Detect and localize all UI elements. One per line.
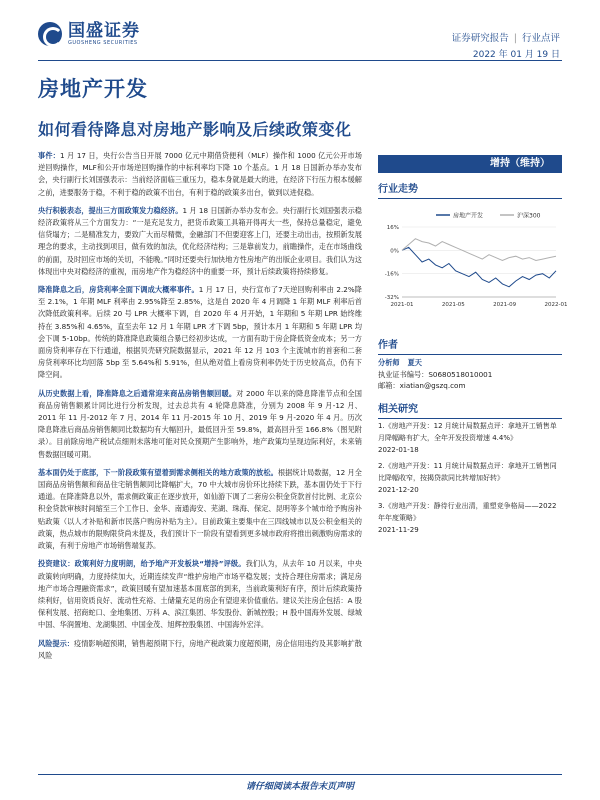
x-tick-label: 2021-09 xyxy=(493,302,517,308)
body-paragraph xyxy=(38,388,362,461)
body-paragraph xyxy=(38,638,362,662)
paragraph-text: 我们认为，从去年 10 月以来，中央政策转向明确，力度持续加大，近期连续发声“维护房地产市场平稳发展；支持合理住房需求；满足房地产市场合理融资需求”，政策回暖有望加速基本面底部的到来，当前政策利好有序，预计后续政策持续利好，信用资质良好、流动性充裕、土储量充足的房企有望迎来价值重估。建议关注房企包括：A 股保利发展、招商蛇口、金地集团、万科 A、滨江集团、华发股份、新城控股；H 股中国海外发展、绿城中国、华润置地、龙湖集团、中国金茂、旭辉控股集团、中国海外宏洋。 xyxy=(38,559,362,630)
paragraph-lead: 从历史数据上看，降准降息之后通常迎来商品房销售额回暖。 xyxy=(38,388,237,398)
trend-chart-svg xyxy=(378,205,568,315)
y-tick-label: 0% xyxy=(390,248,399,255)
y-tick-label: -32% xyxy=(384,295,399,301)
legend-label: 房地产开发 xyxy=(453,212,484,220)
paragraph-text: 根据统计局数据，12 月全国商品房销售额和商品住宅销售额同比降幅扩大，70 中大城市房价环比持续下跌，基本面仍处于下行通道。在降准降息以外，需求侧政策正在逐步放开，如仙游下调了二套房公积金贷款首付比例、北京公积金贷款审核时间缩至三个工作日、金华、南通海安、芜湖、珠海、保定、昆明等多个城市给予购房补贴政策（以人才补贴和新市民落户购房补贴为主）。目前政策主要集中在三四线城市以及公积金相关的政策，热点城市的限购限贷尚未提及，我们预计下一阶段有望看到更多城市政府将推出刺激购房需求的政策，有利于房地产市场销售端复苏。 xyxy=(38,467,362,551)
paragraph-lead: 央行积极表态，提出三方面政策发力稳经济。 xyxy=(38,205,183,215)
report-title: 如何看待降息对房地产影响及后续政策变化 xyxy=(38,120,352,139)
related-heading: 相关研究 xyxy=(378,400,562,419)
analyst-block xyxy=(378,357,562,392)
paragraph-text: 对 2000 年以来的降息降准节点和全国商品房销售额累计同比进行分析发现，过去总共有 4 轮降息降准，分别为 2008 年 9 月-12 月、2011 年 11 月-2012 年 7 月、2014 年 11 月-2015 年 10 月、2019 年 9 月-2020 年 4 月。历次降息降准后商品房销售额同比数据均有大幅回升，最低回升至 59.8%，最高回升至 166.8%（图见附录）。目前除房地产税试点细则未落地可能对民众预期产生影响外，地产政策均呈现边际利好，未来销售数据回暖可期。 xyxy=(38,388,362,459)
series-line xyxy=(402,239,556,261)
company-logo xyxy=(38,22,140,46)
header-divider xyxy=(38,60,562,61)
report-date: 2022 年 01 月 19 日 xyxy=(472,50,560,60)
body-paragraph xyxy=(38,205,362,278)
industry-title: 房地产开发 xyxy=(38,77,148,101)
report-type: 证券研究报告 | 行业点评 xyxy=(451,33,560,44)
report-type-main: 证券研究报告 xyxy=(451,33,509,44)
rating-badge: 增持（维持） xyxy=(378,155,562,173)
paragraph-text: 1 月 17 日，央行公告当日开展 7000 亿元中期借贷便利（MLF）操作和 1000 亿元公开市场逆回购操作，MLF和公开市场逆回购操作的中标利率均下降 10 个基点。1 月 18 日国新办举办发布会，央行副行长刘国强表示：当前经济面临三重压力，稳本身就是最大的进，在经济下行压力根本缓解之前，进要服务于稳，不利于稳的政策不出台，有利于稳的政策多出台，做到以进促稳。 xyxy=(38,151,362,197)
logo-name-cn: 国盛证券 xyxy=(68,21,140,41)
y-tick-label: 16% xyxy=(386,225,399,231)
x-tick-label: 2022-01 xyxy=(544,302,568,308)
x-tick-label: 2021-05 xyxy=(441,302,465,308)
logo-mark-icon xyxy=(38,22,62,46)
report-body xyxy=(38,150,362,668)
industry-trend-chart xyxy=(378,205,568,315)
series-line xyxy=(402,247,556,286)
logo-name-en: GUOSHENG SECURITIES xyxy=(68,40,138,46)
analyst-role: 分析师 xyxy=(378,358,400,367)
related-item[interactable]: 3.《房地产开发：静待行业出清，重塑竞争格局——2022 年年度策略》 2021-11-29 xyxy=(378,502,557,534)
paragraph-lead: 基本面仍处于底部，下一阶段政策有望着到需求侧相关的地方政策的放松。 xyxy=(38,467,278,477)
body-paragraph xyxy=(38,467,362,552)
body-paragraph xyxy=(38,150,362,199)
related-item[interactable]: 2.《房地产开发：11 月统计局数据点评：拿地开工销售同比降幅收窄，按揭贷款同比转增加好转》 2021-12-20 xyxy=(378,462,557,494)
legend-label: 沪深300 xyxy=(517,212,541,220)
trend-heading: 行业走势 xyxy=(378,180,562,199)
paragraph-text: 1 月 18 日国新办举办发布会。央行副行长刘国强表示稳经济政策将从三个方面发力：“一是充足发力，把货币政策工具箱开得再大一些，保持总量稳定，避免信贷塌方；二是精准发力，要致广大而尽精微，金融部门不但要迎客上门，还要主动出击，按照新发展理念的要求，主动找到项目，做有效的加法，优化经济结构；三是靠前发力，前瞻操作，走在市场曲线的前面，及时回应市场的关切，不能晚。”同时还要央行加快地方性房地产的出版企业项目。我们认为这体现出中央对稳经济的重视，而房地产作为稳经济中的重要一环，预计后续政策将持续修复。 xyxy=(38,205,362,276)
body-paragraph xyxy=(38,284,362,382)
paragraph-lead: 投资建议：政策利好力度明朗，给予地产开发板块“增持”评级。 xyxy=(38,559,246,569)
footer-divider xyxy=(38,774,562,775)
paragraph-lead: 降准降息之后，房贷利率全面下调成大概率事件。 xyxy=(38,285,199,295)
footer-disclaimer: 请仔细阅读本报告末页声明 xyxy=(245,782,354,792)
paragraph-lead: 事件： xyxy=(38,151,61,160)
related-item[interactable]: 1.《房地产开发：12 月统计局数据点评：拿地开工销售单月降幅略有扩大，全年开发投资增速 4.4%》 2022-01-18 xyxy=(378,422,557,454)
paragraph-text: 1 月 17 日，央行宣布了7天逆回购利率由 2.2%降至 2.1%，1 年期 MLF 利率由 2.95%降至 2.85%，这是自 2020 年 4 月调降 1 年期 MLF 利率后首次降低政策利率。后续 20 号 LPR 大概率下调，自 2020 年 4 月开始，1 年期和 5 年期 LPR 始终维持在 3.85%和 4.65%，直至去年 12 月 1 年期 LPR 才下调 5bp，预计本月 1 年期和 5 年期 LPR 均会下调 5-10bp。传统的降准降息政策组合暴已经初步达成，一方面有助于房企降低资金成本；另一方面房贷利率存在下行通道，根据贝壳研究院数据显示，2021 年 12 月 103 个主流城市的首套和二套房贷利率环比均回落 5bp 至 5.64%和 5.91%，但从绝对值上看房贷利率仍处于历史较高点，仍有下降空间。 xyxy=(38,285,362,380)
analyst-email[interactable]: 邮箱：xiatian@gszq.com xyxy=(378,381,466,390)
y-tick-label: -16% xyxy=(384,271,399,278)
paragraph-text: 疫情影响超预期，销售超预期下行，房地产税政策力度超预期，房企信用违约及其影响扩散风险 xyxy=(38,638,362,660)
analyst-name: 夏天 xyxy=(407,358,422,367)
report-type-sub: 行业点评 xyxy=(521,33,560,44)
x-tick-label: 2021-01 xyxy=(390,302,414,308)
authors-heading: 作者 xyxy=(378,336,562,355)
body-paragraph xyxy=(38,558,362,631)
paragraph-lead: 风险提示： xyxy=(38,638,74,648)
related-list xyxy=(378,420,562,540)
report-header xyxy=(0,0,600,60)
analyst-cert: 执业证书编号：S0680518010001 xyxy=(378,369,493,379)
